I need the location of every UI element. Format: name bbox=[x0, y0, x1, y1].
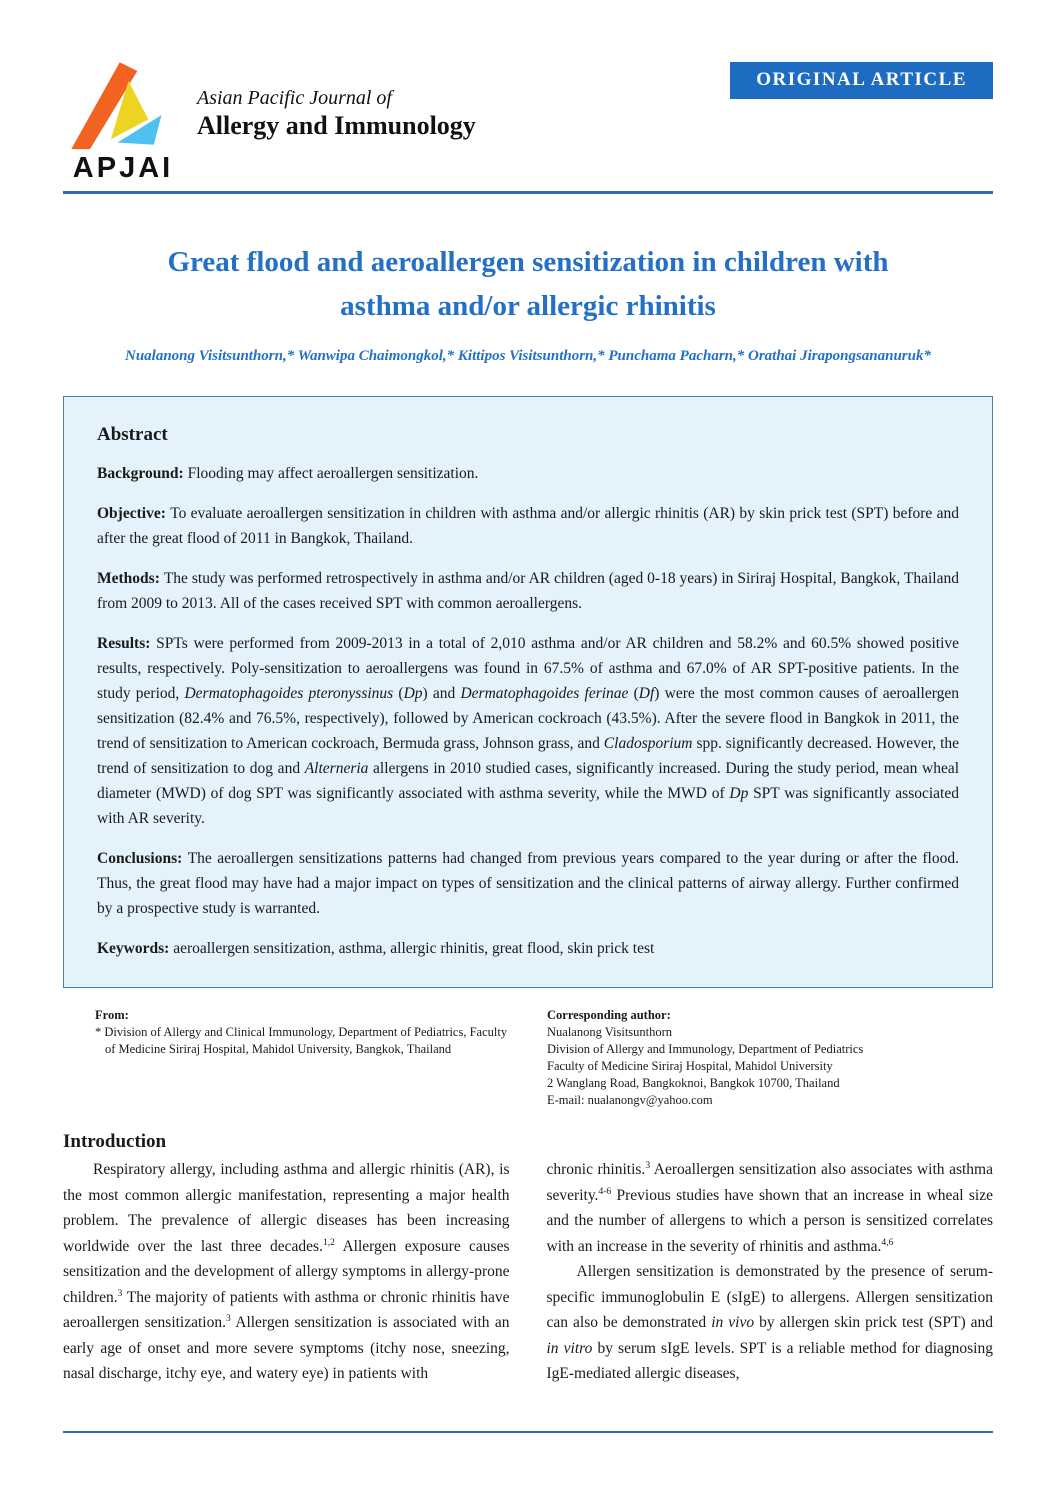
page-header bbox=[63, 0, 993, 183]
abstract-box bbox=[63, 396, 993, 988]
abstract-keywords: Keywords: aeroallergen sensitization, asthma, allergic rhinitis, great flood, skin prick test bbox=[97, 940, 655, 957]
apjai-logo-icon bbox=[68, 56, 178, 152]
affiliation-section bbox=[63, 1007, 993, 1109]
introduction-body bbox=[63, 1157, 993, 1387]
corresponding-author-faculty: Faculty of Medicine Siriraj Hospital, Mahidol University bbox=[547, 1059, 833, 1073]
corresponding-author-email: E-mail: nualanongv@yahoo.com bbox=[547, 1093, 713, 1107]
author-list: Nualanong Visitsunthorn,* Wanwipa Chaimongkol,* Kittipos Visitsunthorn,* Punchama Pacharn,* Orathai Jirapongsananuruk* bbox=[124, 348, 931, 364]
article-type-badge: ORIGINAL ARTICLE bbox=[730, 62, 993, 99]
logo-acronym: APJAI bbox=[72, 152, 174, 184]
journal-name-top: Asian Pacific Journal of bbox=[197, 87, 392, 109]
journal-name-bottom: Allergy and Immunology bbox=[197, 111, 476, 140]
intro-left-column bbox=[63, 1157, 510, 1387]
article-title-line2: asthma and/or allergic rhinitis bbox=[340, 290, 716, 322]
journal-name bbox=[197, 86, 476, 143]
header-divider bbox=[63, 191, 993, 194]
corresponding-author-name: Nualanong Visitsunthorn bbox=[547, 1025, 673, 1039]
corresponding-author-division: Division of Allergy and Immunology, Department of Pediatrics bbox=[547, 1042, 864, 1056]
abstract-objective: Objective: To evaluate aeroallergen sensitization in children with asthma and/or allergic rhinitis (AR) by skin prick test (SPT) before and after the great flood of 2011 in Bangkok, Thailand. bbox=[97, 505, 960, 547]
article-title-line1: Great flood and aeroallergen sensitization in children with bbox=[167, 246, 889, 278]
corresponding-author-label: Corresponding author: bbox=[547, 1008, 671, 1022]
abstract-results: Results: SPTs were performed from 2009-2013 in a total of 2,010 asthma and/or AR children and 58.2% and 60.5% showed positive results, respectively. Poly-sensitization to aeroallergens was found in 67.5% of asthma and 67.0% of AR SPT-positive patients. In the study period, Dermatophagoides pteronyssinus (Dp) and Dermatophagoides ferinae (Df) were the most common causes of aeroallergen sensitization (82.4% and 76.5%, respectively), followed by American cockroach (43.5%). After the severe flood in Bangkok in 2011, the trend of sensitization to American cockroach, Bermuda grass, Johnson grass, and Cladosporium spp. significantly decreased. However, the trend of sensitization to dog and Alterneria allergens in 2010 studied cases, significantly increased. During the study period, mean wheal diameter (MWD) of dog SPT was significantly associated with asthma severity, while the MWD of Dp SPT was significantly associated with AR severity. bbox=[97, 635, 960, 827]
intro-paragraph: chronic rhinitis.$^3$ Aeroallergen sensitization also associates with asthma severity.$^{4-6}$ Previous studies have shown that an increase in wheal size and the number of allergens to which a person is sensitized correlates with an increase in the severity of rhinitis and asthma.$^{4,6}$ bbox=[546, 1159, 993, 1255]
from-text: * Division of Allergy and Clinical Immunology, Department of Pediatrics, Faculty of Medicine Siriraj Hospital, Mahidol University, Bangkok, Thailand bbox=[95, 1025, 508, 1056]
footer-divider bbox=[63, 1431, 993, 1433]
introduction-heading: Introduction bbox=[63, 1131, 167, 1152]
abstract-methods: Methods: The study was performed retrospectively in asthma and/or AR children (aged 0-18 years) in Siriraj Hospital, Bangkok, Thailand from 2009 to 2013. All of the cases received SPT with common aeroallergens. bbox=[97, 570, 959, 612]
journal-logo bbox=[63, 56, 183, 183]
corresponding-author-address: 2 Wanglang Road, Bangkoknoi, Bangkok 10700, Thailand bbox=[547, 1076, 840, 1090]
from-block bbox=[95, 1007, 515, 1109]
from-label: From: bbox=[95, 1008, 129, 1022]
intro-paragraph: Respiratory allergy, including asthma and allergic rhinitis (AR), is the most common allergic manifestation, representing a major health problem. The prevalence of allergic diseases has been increasing worldwide over the last three decades.$^{1,2}$ Allergen exposure causes sensitization and the development of allergy symptoms in allergy-prone children.$^3$ The majority of patients with asthma or chronic rhinitis have aeroallergen sensitization.$^3$ Allergen sensitization is associated with an early age of onset and more severe symptoms (itchy nose, sneezing, nasal discharge, itchy eye, and watery eye) in patients with bbox=[63, 1161, 510, 1382]
article-title bbox=[63, 240, 993, 328]
intro-right-column bbox=[547, 1157, 994, 1387]
abstract-background: Background: Flooding may affect aeroallergen sensitization. bbox=[97, 465, 479, 482]
abstract-conclusions: Conclusions: The aeroallergen sensitizations patterns had changed from previous years compared to the year during or after the flood. Thus, the great flood may have had a major impact on types of sensitization and the clinical patterns of airway allergy. Further confirmed by a prospective study is warranted. bbox=[97, 850, 959, 917]
abstract-heading: Abstract bbox=[97, 424, 168, 445]
corresponding-author-block bbox=[547, 1007, 993, 1109]
intro-paragraph: Allergen sensitization is demonstrated by the presence of serum-specific immunoglobulin E (sIgE) to allergens. Allergen sensitization can also be demonstrated in vivo by allergen skin prick test (SPT) and in vitro by serum sIgE levels. SPT is a reliable method for diagnosing IgE-mediated allergic diseases, bbox=[546, 1263, 994, 1382]
